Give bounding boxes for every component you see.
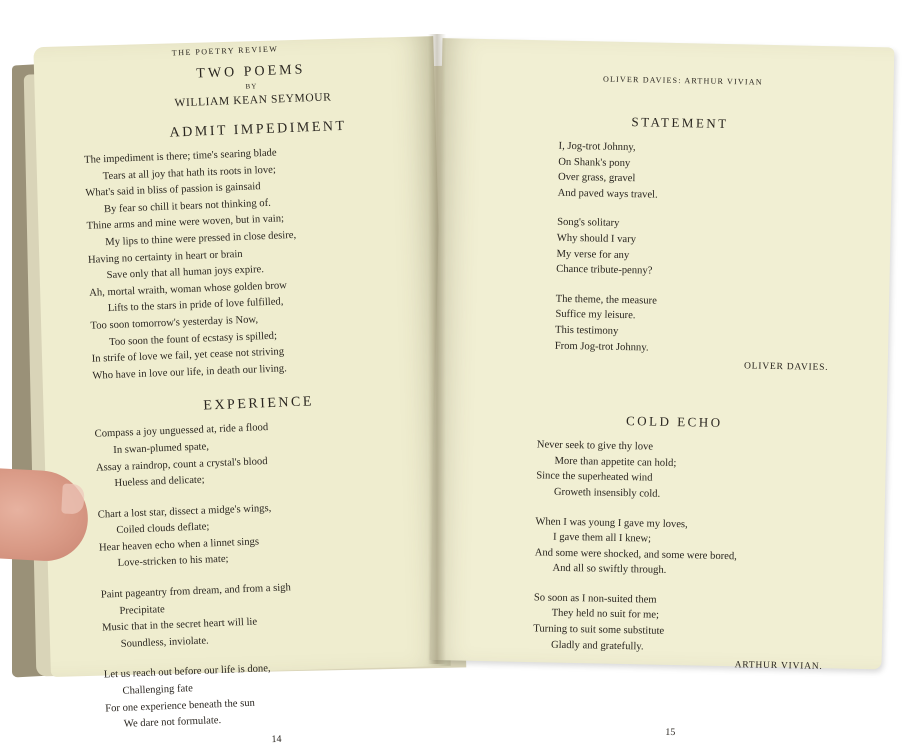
left-page-text <box>80 40 427 752</box>
poem-line: By fear so chill it bears not thinking of. <box>103 197 271 215</box>
poem-line: My verse for any <box>556 248 630 261</box>
poem-title-experience: EXPERIENCE <box>203 394 315 414</box>
poem-title-statement: STATEMENT <box>631 114 729 132</box>
poem-line: I, Jog-trot Johnny, <box>558 140 636 154</box>
poem-line: More than appetite can hold; <box>554 455 677 469</box>
poem-cold-echo <box>533 438 851 659</box>
poem-line: The theme, the measure <box>555 293 657 307</box>
poem-line: Lifts to the stars in pride of love fulfilled, <box>107 296 284 315</box>
poem-line: Soundless, inviolate. <box>120 635 209 650</box>
poem-line: In swan-plumed spate, <box>113 441 210 456</box>
poem-line: Having no certainty in heart or brain <box>87 248 243 266</box>
poet-name: WILLIAM KEAN SEYMOUR <box>174 91 332 110</box>
poem-line: Ah, mortal wraith, woman whose golden brow <box>89 279 288 299</box>
poem-line: Coiled clouds deflate; <box>116 521 210 537</box>
running-head-right: OLIVER DAVIES: ARTHUR VIVIAN <box>602 74 763 87</box>
poem-line: And all so swiftly through. <box>552 562 667 577</box>
poem-line: From Jog-trot Johnny. <box>554 340 649 354</box>
byline-by: BY <box>245 82 258 91</box>
poem-line: Chance tribute-penny? <box>556 263 653 277</box>
poem-line: What's said in bliss of passion is gainsaid <box>85 181 261 200</box>
poem-line: Love-stricken to his mate; <box>117 554 229 570</box>
poem-line: Since the superheated wind <box>536 470 653 484</box>
poem-statement <box>555 139 857 360</box>
poem-line: Precipitate <box>119 603 165 617</box>
poem-line: Save only that all human joys expire. <box>106 264 265 282</box>
book-gutter <box>428 34 446 664</box>
poem-line: For one experience beneath the sun <box>105 697 256 715</box>
poem-experience <box>94 415 426 735</box>
poem-line: Too soon the fount of ecstasy is spilled; <box>108 330 278 348</box>
poem-line: Too soon tomorrow's yesterday is Now, <box>90 314 259 332</box>
poem-line: The impediment is there; time's searing blade <box>83 147 277 166</box>
poem-title-admit-impediment: ADMIT IMPEDIMENT <box>169 118 347 141</box>
poem-line: So soon as I non-suited them <box>533 592 657 606</box>
poem-line: Why should I vary <box>556 232 637 246</box>
poem-title-cold-echo: COLD ECHO <box>625 413 723 431</box>
poem-line: I gave them all I knew; <box>552 531 652 545</box>
heading-two-poems: TWO POEMS <box>196 62 306 82</box>
running-head-left: THE POETRY REVIEW <box>171 44 279 58</box>
poem-line: Never seek to give thy love <box>536 439 654 453</box>
poem-line: This testimony <box>554 324 619 337</box>
right-page-text <box>455 72 858 742</box>
page-number-right: 15 <box>665 727 676 739</box>
poem-line: Groweth insensibly cold. <box>553 486 661 500</box>
author-signoff-vivian: ARTHUR VIVIAN. <box>734 660 823 673</box>
poem-line: They held no suit for me; <box>551 608 660 622</box>
poem-admit-impediment <box>84 141 413 385</box>
poem-line: My lips to thine were pressed in close desire, <box>105 229 297 249</box>
author-signoff-davies: OLIVER DAVIES. <box>743 361 829 374</box>
poem-line: Hueless and delicate; <box>114 474 205 490</box>
poem-line: Who have in love our life, in death our living. <box>92 363 287 382</box>
poem-line: Compass a joy unguessed at, ride a flood <box>94 422 269 441</box>
poem-line: Over grass, gravel <box>557 171 636 185</box>
page-number-left: 14 <box>271 733 282 745</box>
poem-line: We dare not formulate. <box>123 715 222 731</box>
poem-line: Paint pageantry from dream, and from a sigh <box>100 582 291 601</box>
poem-line: Music that in the secret heart will lie <box>101 616 258 634</box>
poem-line: And paved ways travel. <box>557 187 658 201</box>
poem-line: And some were shocked, and some were bored, <box>534 547 737 562</box>
poem-line: Assay a raindrop, count a crystal's blood <box>95 455 268 474</box>
poem-line: Thine arms and mine were woven, but in vain; <box>86 213 285 233</box>
poem-line: When I was young I gave my loves, <box>535 515 688 530</box>
poem-line: Chart a lost star, dissect a midge's wings, <box>97 502 272 521</box>
poem-line: Challenging fate <box>122 683 194 697</box>
poem-line: In strife of love we fail, yet cease not striving <box>91 346 285 365</box>
poem-line: Suffice my leisure. <box>555 309 636 322</box>
poem-line: Turning to suit some substitute <box>533 623 665 637</box>
poem-line: Let us reach out before our life is done, <box>103 663 271 681</box>
poem-line: On Shank's pony <box>558 156 631 169</box>
poem-line: Gladly and gratefully. <box>550 639 644 653</box>
poem-line: Hear heaven echo when a linnet sings <box>98 536 260 554</box>
poem-line: Song's solitary <box>557 217 620 230</box>
poem-line: Tears at all joy that hath its roots in love; <box>102 164 277 182</box>
